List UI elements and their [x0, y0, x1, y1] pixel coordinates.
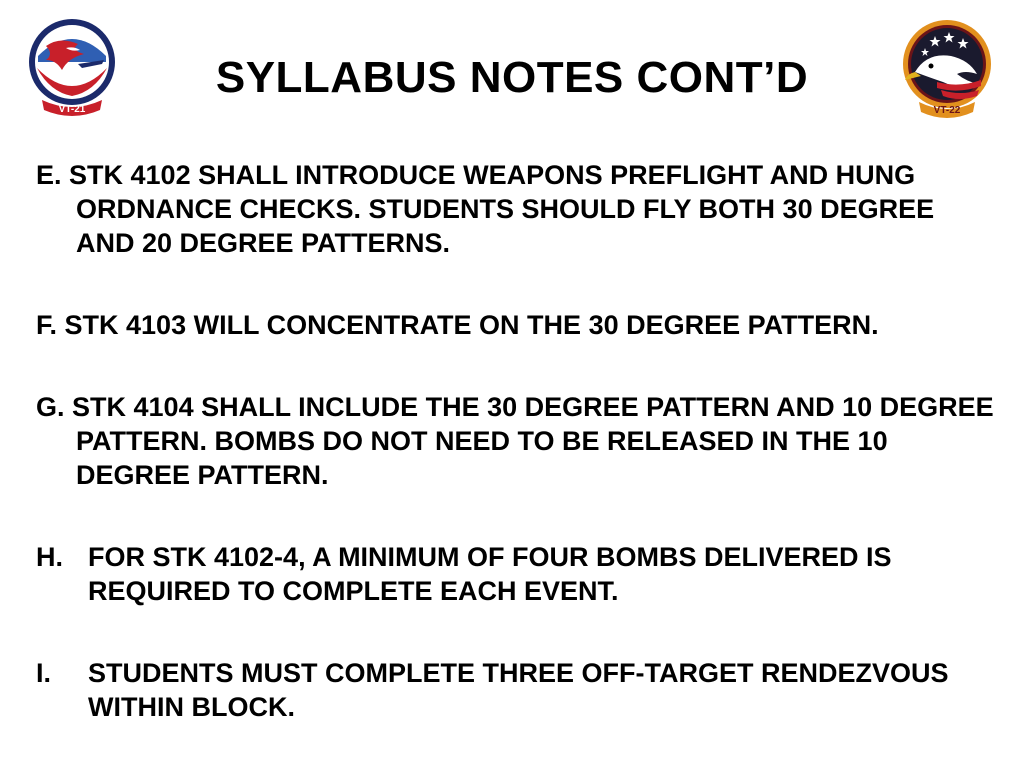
note-text: STK 4104 SHALL INCLUDE THE 30 DEGREE PATTERN AND 10 DEGREE PATTERN. BOMBS DO NOT NEED TO BE RELEASED IN THE 10 DEGREE PATTERN. — [72, 392, 994, 490]
note-text: STK 4102 SHALL INTRODUCE WEAPONS PREFLIGHT AND HUNG ORDNANCE CHECKS. STUDENTS SHOULD FLY BOTH 30 DEGREE AND 20 DEGREE PATTERNS. — [69, 160, 935, 258]
vt-22-squadron-patch-icon — [897, 16, 1001, 120]
svg-text:VT-22: VT-22 — [933, 105, 961, 116]
svg-text:VT-21: VT-21 — [58, 104, 86, 115]
list-item — [36, 656, 996, 724]
list-item — [36, 308, 996, 342]
list-item — [36, 540, 996, 608]
list-item — [36, 158, 996, 260]
note-marker: E. — [36, 160, 70, 190]
note-marker: H. — [36, 542, 63, 572]
list-item — [36, 390, 996, 492]
note-text: FOR STK 4102-4, A MINIMUM OF FOUR BOMBS DELIVERED IS REQUIRED TO COMPLETE EACH EVENT. — [88, 542, 892, 606]
note-marker: G. — [36, 392, 73, 422]
page-title: SYLLABUS NOTES CONT’D — [215, 53, 809, 102]
note-marker: F. — [36, 310, 65, 340]
note-text: STUDENTS MUST COMPLETE THREE OFF-TARGET RENDEZVOUS WITHIN BLOCK. — [88, 658, 949, 722]
note-marker: I. — [36, 658, 52, 688]
note-text: STK 4103 WILL CONCENTRATE ON THE 30 DEGREE PATTERN. — [64, 310, 879, 340]
syllabus-notes-list — [36, 158, 996, 724]
